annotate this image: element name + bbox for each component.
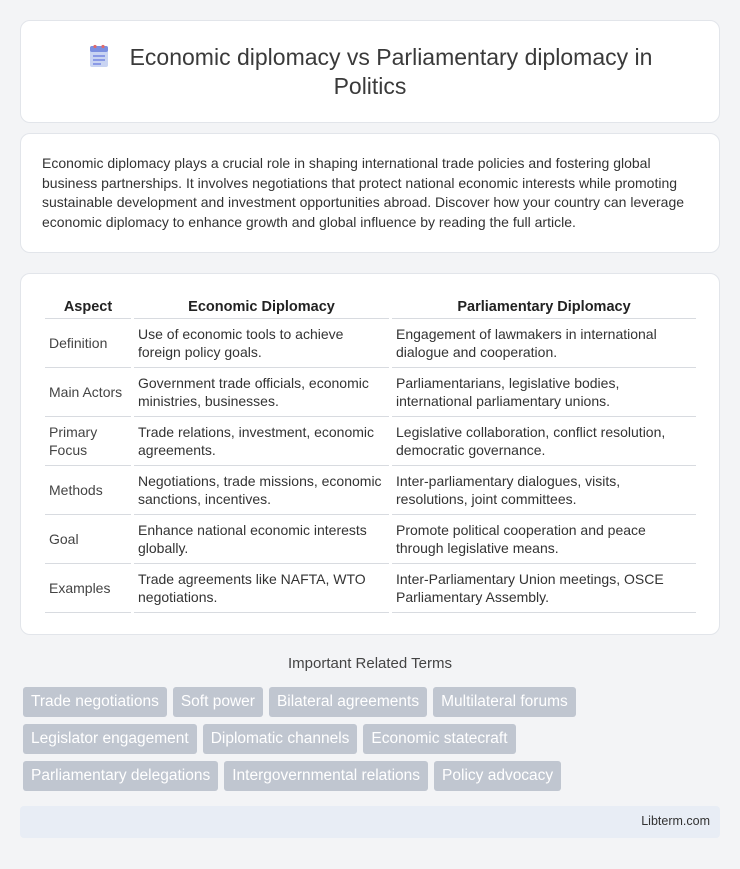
tag-bilateral-agreements[interactable]: Bilateral agreements [269,687,427,717]
table-row [45,319,696,368]
table-row [45,564,696,613]
document-icon [88,44,110,68]
row-economic: Negotiations, trade missions, economic sanctions, incentives. [134,466,389,515]
table-row [45,368,696,417]
row-parliamentary: Legislative collaboration, conflict resolution, democratic governance. [392,417,696,466]
row-economic: Trade agreements like NAFTA, WTO negotiations. [134,564,389,613]
footer [20,806,720,838]
tag-row [23,761,623,798]
row-economic: Enhance national economic interests globally. [134,515,389,564]
tag-row [23,687,623,724]
intro-paragraph: Economic diplomacy plays a crucial role in shaping international trade policies and fostering global business partnerships. It involves negotiations that protect national economic interests while promoting sustainable development and investment opportunities abroad. Discover how your country can leverage economic diplomacy to enhance growth and global influence by reading the full article. [42,155,685,230]
row-aspect: Methods [45,466,131,515]
tag-multilateral-forums[interactable]: Multilateral forums [433,687,576,717]
page-title-text: Economic diplomacy vs Parliamentary diplomacy in Politics [129,44,653,99]
tag-soft-power[interactable]: Soft power [173,687,263,717]
header-parliamentary: Parliamentary Diplomacy [392,296,696,319]
table-row [45,515,696,564]
header-aspect: Aspect [45,296,131,319]
table-header-row [45,296,696,319]
row-parliamentary: Engagement of lawmakers in international dialogue and cooperation. [392,319,696,368]
table-row [45,466,696,515]
tag-policy-advocacy[interactable]: Policy advocacy [434,761,561,791]
tag-trade-negotiations[interactable]: Trade negotiations [23,687,167,717]
tag-diplomatic-channels[interactable]: Diplomatic channels [203,724,358,754]
comparison-table [42,296,699,613]
row-aspect: Definition [45,319,131,368]
related-terms [23,687,623,798]
page-title [21,43,719,101]
row-aspect: Goal [45,515,131,564]
row-aspect: Examples [45,564,131,613]
tag-parliamentary-delegations[interactable]: Parliamentary delegations [23,761,218,791]
tag-row [23,724,623,761]
row-parliamentary: Inter-Parliamentary Union meetings, OSCE Parliamentary Assembly. [392,564,696,613]
table-row [45,417,696,466]
related-terms-title: Important Related Terms [288,655,452,672]
row-parliamentary: Inter-parliamentary dialogues, visits, resolutions, joint committees. [392,466,696,515]
tag-economic-statecraft[interactable]: Economic statecraft [363,724,515,754]
row-economic: Use of economic tools to achieve foreign policy goals. [134,319,389,368]
tag-legislator-engagement[interactable]: Legislator engagement [23,724,197,754]
title-card [20,20,720,123]
tag-intergovernmental-relations[interactable]: Intergovernmental relations [224,761,428,791]
row-economic: Trade relations, investment, economic agreements. [134,417,389,466]
intro-card [20,133,720,253]
row-parliamentary: Promote political cooperation and peace through legislative means. [392,515,696,564]
row-economic: Government trade officials, economic ministries, businesses. [134,368,389,417]
row-aspect: Primary Focus [45,417,131,466]
footer-site-link[interactable]: Libterm.com [641,814,710,828]
row-parliamentary: Parliamentarians, legislative bodies, international parliamentary unions. [392,368,696,417]
comparison-card [20,273,720,635]
header-economic: Economic Diplomacy [134,296,389,319]
row-aspect: Main Actors [45,368,131,417]
